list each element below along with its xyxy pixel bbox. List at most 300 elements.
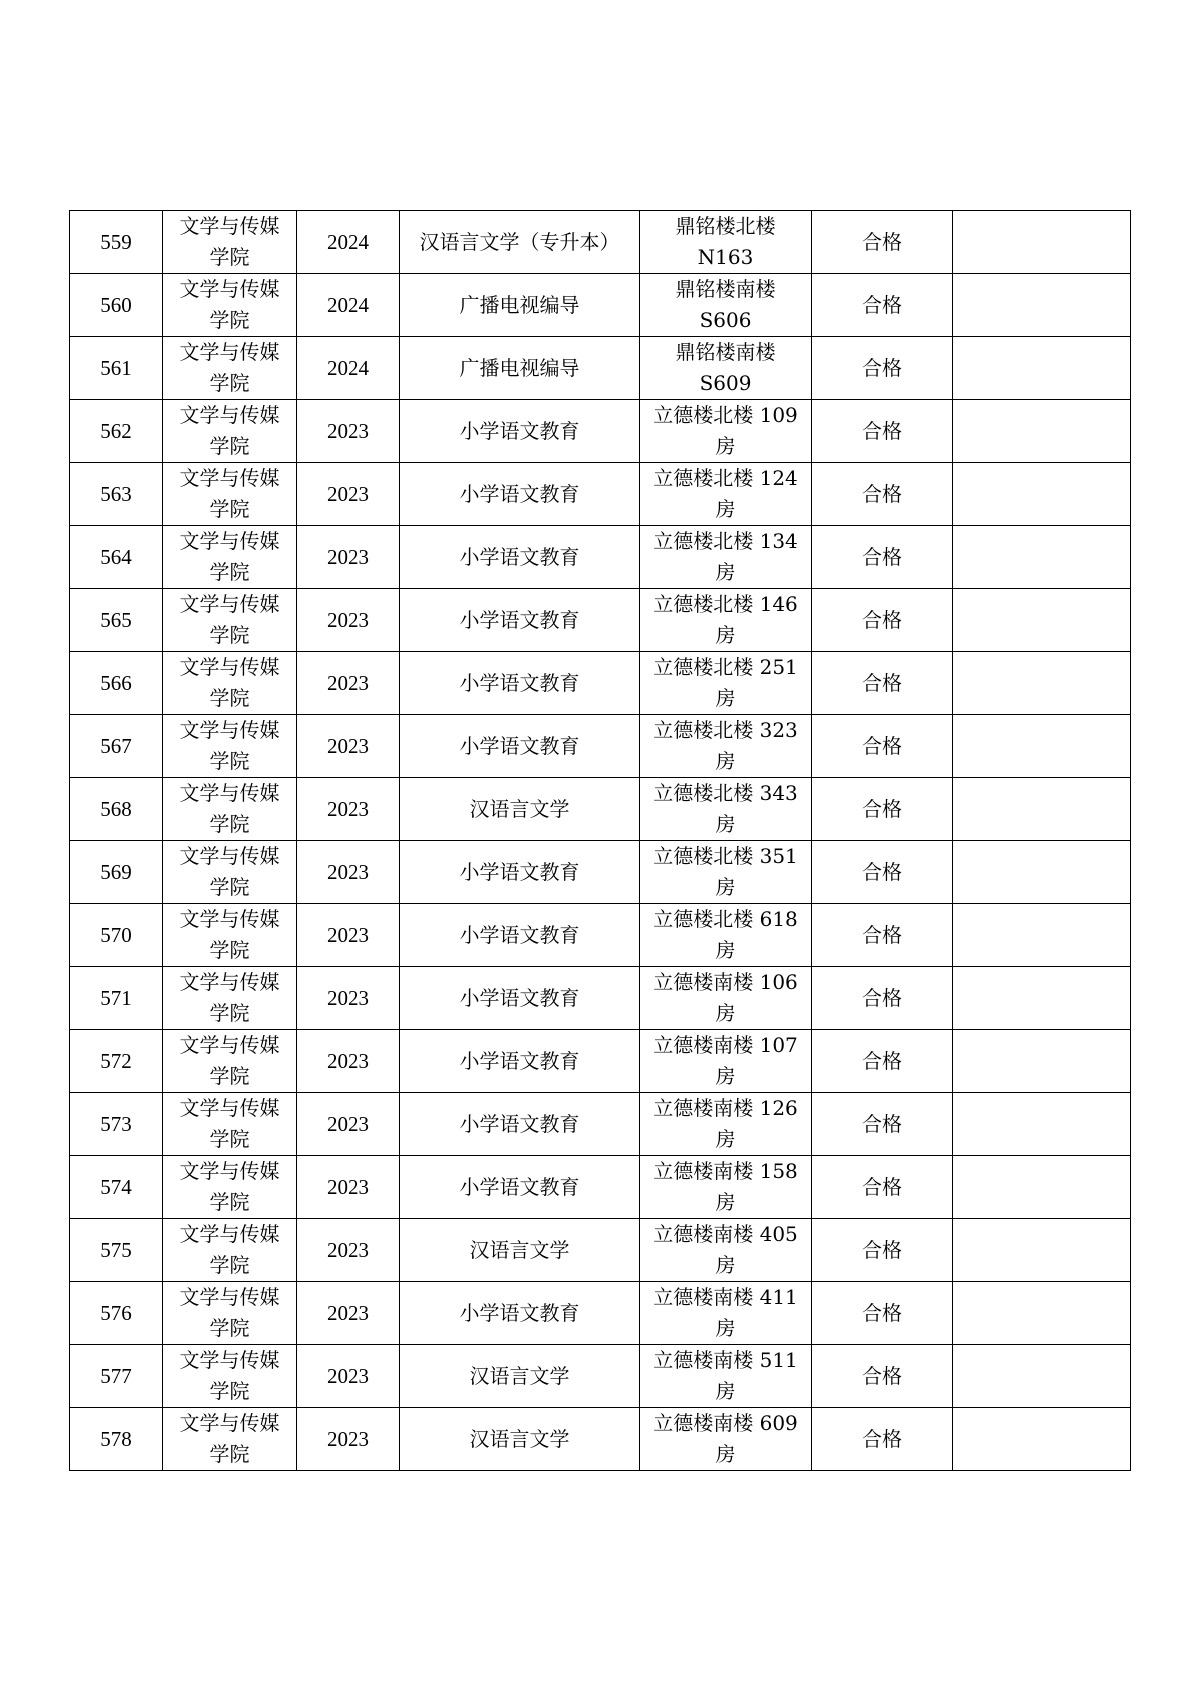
year-cell bbox=[297, 274, 400, 337]
row-number: 559 bbox=[100, 229, 132, 254]
college-cell bbox=[163, 337, 297, 400]
major-cell bbox=[400, 337, 640, 400]
year: 2023 bbox=[327, 1237, 369, 1262]
result: 合格 bbox=[862, 481, 902, 506]
year-cell bbox=[297, 1282, 400, 1345]
year-cell bbox=[297, 1030, 400, 1093]
table-row bbox=[70, 400, 1131, 463]
year: 2023 bbox=[327, 481, 369, 506]
row-number-cell bbox=[70, 967, 163, 1030]
college-line-2: 学院 bbox=[209, 812, 250, 836]
major-cell bbox=[400, 715, 640, 778]
result-cell bbox=[812, 1345, 953, 1408]
room-line-1: 立德楼北楼 343 bbox=[653, 781, 798, 805]
major-cell bbox=[400, 1030, 640, 1093]
note-cell bbox=[953, 589, 1131, 652]
table-row bbox=[70, 841, 1131, 904]
major: 汉语言文学 bbox=[469, 1426, 570, 1451]
table-row bbox=[70, 274, 1131, 337]
note-cell bbox=[953, 1219, 1131, 1282]
table-body bbox=[70, 211, 1131, 1471]
room-line-2: 房 bbox=[715, 1253, 736, 1277]
major-cell bbox=[400, 274, 640, 337]
row-number-cell bbox=[70, 211, 163, 274]
row-number-cell bbox=[70, 400, 163, 463]
result: 合格 bbox=[862, 544, 902, 569]
table-row bbox=[70, 211, 1131, 274]
college-line-1: 文学与传媒 bbox=[179, 655, 280, 679]
table-row bbox=[70, 1345, 1131, 1408]
row-number-cell bbox=[70, 841, 163, 904]
major: 小学语文教育 bbox=[459, 481, 580, 506]
room-line-1: 立德楼南楼 411 bbox=[653, 1285, 798, 1309]
college-cell bbox=[163, 841, 297, 904]
college-line-2: 学院 bbox=[209, 1316, 250, 1340]
year-cell bbox=[297, 652, 400, 715]
result: 合格 bbox=[862, 355, 902, 380]
college-line-2: 学院 bbox=[209, 497, 250, 521]
year-cell bbox=[297, 841, 400, 904]
college-line-1: 文学与传媒 bbox=[179, 592, 280, 616]
year: 2023 bbox=[327, 1111, 369, 1136]
major: 小学语文教育 bbox=[459, 1111, 580, 1136]
year-cell bbox=[297, 589, 400, 652]
room-line-1: 立德楼北楼 323 bbox=[653, 718, 798, 742]
room-cell bbox=[640, 841, 812, 904]
result: 合格 bbox=[862, 670, 902, 695]
college-line-1: 文学与传媒 bbox=[179, 907, 280, 931]
table-row bbox=[70, 526, 1131, 589]
room-line-1: 立德楼南楼 405 bbox=[653, 1222, 798, 1246]
room-line-1: 立德楼南楼 126 bbox=[653, 1096, 798, 1120]
table-row bbox=[70, 715, 1131, 778]
result: 合格 bbox=[862, 922, 902, 947]
result: 合格 bbox=[862, 1300, 902, 1325]
room-cell bbox=[640, 400, 812, 463]
college-line-2: 学院 bbox=[209, 371, 250, 395]
year: 2023 bbox=[327, 418, 369, 443]
major-cell bbox=[400, 652, 640, 715]
major: 小学语文教育 bbox=[459, 733, 580, 758]
row-number: 567 bbox=[100, 733, 132, 758]
major: 小学语文教育 bbox=[459, 1300, 580, 1325]
major: 汉语言文学 bbox=[469, 796, 570, 821]
college-line-2: 学院 bbox=[209, 623, 250, 647]
row-number-cell bbox=[70, 1093, 163, 1156]
college-cell bbox=[163, 400, 297, 463]
result-cell bbox=[812, 652, 953, 715]
college-line-2: 学院 bbox=[209, 1127, 250, 1151]
major: 小学语文教育 bbox=[459, 418, 580, 443]
row-number: 563 bbox=[100, 481, 132, 506]
college-cell bbox=[163, 1282, 297, 1345]
year: 2023 bbox=[327, 1048, 369, 1073]
note-cell bbox=[953, 463, 1131, 526]
result-cell bbox=[812, 337, 953, 400]
row-number: 565 bbox=[100, 607, 132, 632]
college-line-2: 学院 bbox=[209, 1379, 250, 1403]
college-line-2: 学院 bbox=[209, 1442, 250, 1466]
college-cell bbox=[163, 904, 297, 967]
row-number-cell bbox=[70, 652, 163, 715]
row-number: 561 bbox=[100, 355, 132, 380]
table-row bbox=[70, 1156, 1131, 1219]
result: 合格 bbox=[862, 796, 902, 821]
college-line-1: 文学与传媒 bbox=[179, 1222, 280, 1246]
college-line-1: 文学与传媒 bbox=[179, 214, 280, 238]
table-row bbox=[70, 1408, 1131, 1471]
college-cell bbox=[163, 1408, 297, 1471]
major-cell bbox=[400, 1282, 640, 1345]
year-cell bbox=[297, 904, 400, 967]
major: 小学语文教育 bbox=[459, 1174, 580, 1199]
room-cell bbox=[640, 1408, 812, 1471]
result: 合格 bbox=[862, 1363, 902, 1388]
college-line-1: 文学与传媒 bbox=[179, 1033, 280, 1057]
row-number-cell bbox=[70, 274, 163, 337]
room-line-2: 房 bbox=[715, 938, 736, 962]
college-cell bbox=[163, 589, 297, 652]
result-cell bbox=[812, 400, 953, 463]
college-cell bbox=[163, 778, 297, 841]
room-line-1: 立德楼北楼 351 bbox=[653, 844, 798, 868]
college-line-1: 文学与传媒 bbox=[179, 1096, 280, 1120]
note-cell bbox=[953, 1093, 1131, 1156]
room-line-2: 房 bbox=[715, 1379, 736, 1403]
result: 合格 bbox=[862, 418, 902, 443]
row-number-cell bbox=[70, 904, 163, 967]
row-number: 577 bbox=[100, 1363, 132, 1388]
row-number: 564 bbox=[100, 544, 132, 569]
result-cell bbox=[812, 463, 953, 526]
college-cell bbox=[163, 1219, 297, 1282]
college-line-2: 学院 bbox=[209, 1253, 250, 1277]
room-line-2: 房 bbox=[715, 623, 736, 647]
college-line-2: 学院 bbox=[209, 1001, 250, 1025]
year-cell bbox=[297, 337, 400, 400]
year-cell bbox=[297, 1408, 400, 1471]
year: 2024 bbox=[327, 229, 369, 254]
year-cell bbox=[297, 967, 400, 1030]
room-line-2: 房 bbox=[715, 1442, 736, 1466]
college-line-2: 学院 bbox=[209, 749, 250, 773]
room-line-2: N163 bbox=[697, 245, 754, 269]
major-cell bbox=[400, 1345, 640, 1408]
result-cell bbox=[812, 1282, 953, 1345]
year: 2023 bbox=[327, 922, 369, 947]
room-cell bbox=[640, 967, 812, 1030]
room-cell bbox=[640, 1282, 812, 1345]
room-line-1: 立德楼北楼 134 bbox=[653, 529, 798, 553]
college-cell bbox=[163, 1345, 297, 1408]
college-line-2: 学院 bbox=[209, 686, 250, 710]
note-cell bbox=[953, 1408, 1131, 1471]
room-line-2: 房 bbox=[715, 1316, 736, 1340]
year: 2023 bbox=[327, 607, 369, 632]
college-line-1: 文学与传媒 bbox=[179, 277, 280, 301]
college-line-2: 学院 bbox=[209, 938, 250, 962]
college-line-1: 文学与传媒 bbox=[179, 970, 280, 994]
row-number: 576 bbox=[100, 1300, 132, 1325]
major: 小学语文教育 bbox=[459, 1048, 580, 1073]
year: 2023 bbox=[327, 1300, 369, 1325]
year: 2023 bbox=[327, 733, 369, 758]
year: 2023 bbox=[327, 1426, 369, 1451]
result-cell bbox=[812, 1219, 953, 1282]
college-line-2: 学院 bbox=[209, 1064, 250, 1088]
row-number-cell bbox=[70, 589, 163, 652]
row-number-cell bbox=[70, 778, 163, 841]
college-cell bbox=[163, 652, 297, 715]
result-cell bbox=[812, 841, 953, 904]
college-line-1: 文学与传媒 bbox=[179, 718, 280, 742]
major: 小学语文教育 bbox=[459, 922, 580, 947]
table-row bbox=[70, 652, 1131, 715]
college-line-1: 文学与传媒 bbox=[179, 844, 280, 868]
room-line-2: 房 bbox=[715, 686, 736, 710]
room-line-1: 鼎铭楼南楼 bbox=[675, 277, 776, 301]
college-cell bbox=[163, 967, 297, 1030]
room-cell bbox=[640, 778, 812, 841]
major: 广播电视编导 bbox=[459, 292, 580, 317]
result: 合格 bbox=[862, 607, 902, 632]
room-line-2: 房 bbox=[715, 560, 736, 584]
major: 小学语文教育 bbox=[459, 544, 580, 569]
room-line-1: 鼎铭楼南楼 bbox=[675, 340, 776, 364]
inspection-results-table bbox=[69, 210, 1131, 1471]
room-cell bbox=[640, 337, 812, 400]
result: 合格 bbox=[862, 1174, 902, 1199]
major-cell bbox=[400, 463, 640, 526]
note-cell bbox=[953, 337, 1131, 400]
year: 2023 bbox=[327, 544, 369, 569]
room-line-2: S606 bbox=[699, 308, 752, 332]
room-line-2: 房 bbox=[715, 875, 736, 899]
result: 合格 bbox=[862, 1111, 902, 1136]
year: 2023 bbox=[327, 796, 369, 821]
result: 合格 bbox=[862, 1048, 902, 1073]
row-number: 570 bbox=[100, 922, 132, 947]
year-cell bbox=[297, 1345, 400, 1408]
major: 小学语文教育 bbox=[459, 670, 580, 695]
table-row bbox=[70, 1030, 1131, 1093]
year-cell bbox=[297, 526, 400, 589]
result-cell bbox=[812, 967, 953, 1030]
major-cell bbox=[400, 904, 640, 967]
note-cell bbox=[953, 1156, 1131, 1219]
row-number-cell bbox=[70, 1156, 163, 1219]
result-cell bbox=[812, 589, 953, 652]
table-row bbox=[70, 1282, 1131, 1345]
room-line-2: 房 bbox=[715, 1190, 736, 1214]
room-line-2: 房 bbox=[715, 434, 736, 458]
table-row bbox=[70, 967, 1131, 1030]
table-row bbox=[70, 1219, 1131, 1282]
row-number: 569 bbox=[100, 859, 132, 884]
result: 合格 bbox=[862, 1426, 902, 1451]
college-line-2: 学院 bbox=[209, 1190, 250, 1214]
major-cell bbox=[400, 400, 640, 463]
result: 合格 bbox=[862, 859, 902, 884]
major: 小学语文教育 bbox=[459, 859, 580, 884]
note-cell bbox=[953, 1030, 1131, 1093]
result: 合格 bbox=[862, 733, 902, 758]
room-line-1: 立德楼南楼 107 bbox=[653, 1033, 798, 1057]
college-cell bbox=[163, 1156, 297, 1219]
room-cell bbox=[640, 463, 812, 526]
room-cell bbox=[640, 652, 812, 715]
note-cell bbox=[953, 526, 1131, 589]
year-cell bbox=[297, 1093, 400, 1156]
row-number: 571 bbox=[100, 985, 132, 1010]
room-cell bbox=[640, 211, 812, 274]
result-cell bbox=[812, 1408, 953, 1471]
college-cell bbox=[163, 526, 297, 589]
college-line-2: 学院 bbox=[209, 875, 250, 899]
room-line-1: 立德楼南楼 511 bbox=[653, 1348, 798, 1372]
result: 合格 bbox=[862, 292, 902, 317]
major-cell bbox=[400, 589, 640, 652]
note-cell bbox=[953, 211, 1131, 274]
major-cell bbox=[400, 211, 640, 274]
row-number-cell bbox=[70, 715, 163, 778]
row-number-cell bbox=[70, 1408, 163, 1471]
room-cell bbox=[640, 274, 812, 337]
room-cell bbox=[640, 1093, 812, 1156]
room-cell bbox=[640, 715, 812, 778]
row-number: 573 bbox=[100, 1111, 132, 1136]
row-number: 574 bbox=[100, 1174, 132, 1199]
year-cell bbox=[297, 715, 400, 778]
year: 2023 bbox=[327, 1174, 369, 1199]
year: 2023 bbox=[327, 670, 369, 695]
room-line-1: 立德楼北楼 124 bbox=[653, 466, 798, 490]
room-line-1: 立德楼北楼 251 bbox=[653, 655, 798, 679]
note-cell bbox=[953, 967, 1131, 1030]
room-line-2: 房 bbox=[715, 1064, 736, 1088]
room-line-1: 立德楼南楼 106 bbox=[653, 970, 798, 994]
row-number-cell bbox=[70, 463, 163, 526]
college-line-1: 文学与传媒 bbox=[179, 403, 280, 427]
room-cell bbox=[640, 1219, 812, 1282]
college-line-1: 文学与传媒 bbox=[179, 529, 280, 553]
college-line-1: 文学与传媒 bbox=[179, 1285, 280, 1309]
year: 2023 bbox=[327, 985, 369, 1010]
college-cell bbox=[163, 1093, 297, 1156]
result-cell bbox=[812, 211, 953, 274]
year: 2024 bbox=[327, 292, 369, 317]
college-line-2: 学院 bbox=[209, 245, 250, 269]
result-cell bbox=[812, 715, 953, 778]
note-cell bbox=[953, 904, 1131, 967]
row-number: 566 bbox=[100, 670, 132, 695]
note-cell bbox=[953, 841, 1131, 904]
table-row bbox=[70, 589, 1131, 652]
room-line-2: 房 bbox=[715, 1127, 736, 1151]
major-cell bbox=[400, 1219, 640, 1282]
row-number-cell bbox=[70, 337, 163, 400]
row-number: 560 bbox=[100, 292, 132, 317]
room-cell bbox=[640, 526, 812, 589]
row-number-cell bbox=[70, 1219, 163, 1282]
major: 汉语言文学 bbox=[469, 1363, 570, 1388]
major-cell bbox=[400, 1156, 640, 1219]
room-line-2: 房 bbox=[715, 749, 736, 773]
college-cell bbox=[163, 463, 297, 526]
row-number-cell bbox=[70, 1345, 163, 1408]
major-cell bbox=[400, 967, 640, 1030]
table-row bbox=[70, 778, 1131, 841]
room-cell bbox=[640, 1030, 812, 1093]
year-cell bbox=[297, 463, 400, 526]
note-cell bbox=[953, 274, 1131, 337]
major: 汉语言文学 bbox=[469, 1237, 570, 1262]
room-line-1: 立德楼南楼 609 bbox=[653, 1411, 798, 1435]
college-cell bbox=[163, 274, 297, 337]
result-cell bbox=[812, 526, 953, 589]
college-line-1: 文学与传媒 bbox=[179, 340, 280, 364]
note-cell bbox=[953, 652, 1131, 715]
college-line-1: 文学与传媒 bbox=[179, 466, 280, 490]
note-cell bbox=[953, 1345, 1131, 1408]
row-number: 562 bbox=[100, 418, 132, 443]
note-cell bbox=[953, 778, 1131, 841]
major-cell bbox=[400, 526, 640, 589]
major: 小学语文教育 bbox=[459, 607, 580, 632]
result: 合格 bbox=[862, 1237, 902, 1262]
table-row bbox=[70, 1093, 1131, 1156]
table-row bbox=[70, 337, 1131, 400]
room-line-1: 鼎铭楼北楼 bbox=[675, 214, 776, 238]
room-cell bbox=[640, 589, 812, 652]
college-line-1: 文学与传媒 bbox=[179, 1411, 280, 1435]
result-cell bbox=[812, 274, 953, 337]
note-cell bbox=[953, 715, 1131, 778]
major: 小学语文教育 bbox=[459, 985, 580, 1010]
year: 2023 bbox=[327, 1363, 369, 1388]
row-number-cell bbox=[70, 526, 163, 589]
year-cell bbox=[297, 1156, 400, 1219]
room-cell bbox=[640, 904, 812, 967]
major-cell bbox=[400, 1093, 640, 1156]
room-line-1: 立德楼南楼 158 bbox=[653, 1159, 798, 1183]
year-cell bbox=[297, 211, 400, 274]
row-number: 578 bbox=[100, 1426, 132, 1451]
year-cell bbox=[297, 778, 400, 841]
major-cell bbox=[400, 841, 640, 904]
college-cell bbox=[163, 211, 297, 274]
result: 合格 bbox=[862, 229, 902, 254]
note-cell bbox=[953, 1282, 1131, 1345]
result-cell bbox=[812, 1093, 953, 1156]
row-number: 568 bbox=[100, 796, 132, 821]
college-cell bbox=[163, 1030, 297, 1093]
table-row bbox=[70, 463, 1131, 526]
room-line-2: S609 bbox=[699, 371, 752, 395]
row-number: 572 bbox=[100, 1048, 132, 1073]
row-number-cell bbox=[70, 1030, 163, 1093]
row-number-cell bbox=[70, 1282, 163, 1345]
room-line-2: 房 bbox=[715, 497, 736, 521]
result-cell bbox=[812, 1030, 953, 1093]
result: 合格 bbox=[862, 985, 902, 1010]
row-number: 575 bbox=[100, 1237, 132, 1262]
major: 广播电视编导 bbox=[459, 355, 580, 380]
college-line-2: 学院 bbox=[209, 434, 250, 458]
room-line-2: 房 bbox=[715, 1001, 736, 1025]
major-cell bbox=[400, 778, 640, 841]
result-cell bbox=[812, 904, 953, 967]
